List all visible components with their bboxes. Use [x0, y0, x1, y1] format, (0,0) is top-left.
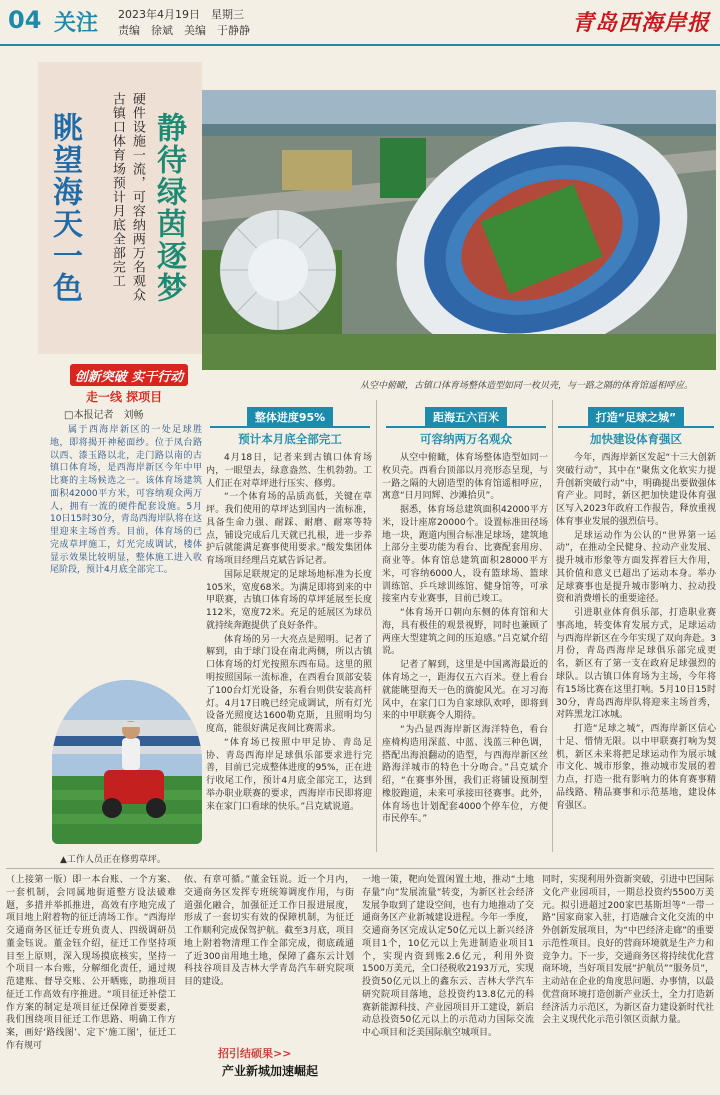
aerial-illustration	[202, 90, 716, 370]
col1-body	[206, 452, 372, 848]
staff-credits: 责编 徐斌 美编 于静静	[118, 24, 250, 37]
col1-paragraph: “一个体育场的品质高低，关键在草坪。我们使用的草坪达到国内一流标准，具备生命力强、耐踩、耐磨、耐寒等特点，铺设完成后几天就已扎根，进一步养护后就能满足赛事使用要求。”酸发集团体育场项目经理吕克斌告诉记者。	[206, 492, 372, 567]
col1-paragraph: 国际足联规定的足球场地标准为长度105米，宽度68米。为满足即将到来的中甲联赛，古镇口体育场的草坪延展至长度112米，宽度72米。充足的延展区为球员就持续奔跑提供了良好条件。	[206, 569, 372, 631]
related-link-label[interactable]: 招引结硕果>>	[218, 1047, 292, 1060]
column-divider	[552, 400, 553, 852]
col1-paragraph: 体育场的另一大亮点是照明。记者了解到，由于球门设在南北两侧，所以古镇口体育场的灯光按照东西布局。这里的照明按照国际一流标准，在西看台顶部安装了100台灯光设备，东看台则供安装高杆灯。4月17日晚已经完成调试，所有灯光设备光照度达1600勒克斯，且照明均匀度高，能很好满足夜间比赛需求。	[206, 634, 372, 735]
continued-col4: 同时，实现利用外资新突破，引进中巴国际文化产业园项目，一期总投资约5500万美元。拟引进超过200家巴基斯坦等“一带一路”国家商家入驻，打造融合文化交流的中外创新发展项目，为“中巴经济走廊”的重要示范性项目。良好的营商环境就是生产力和竞争力。下一步，交通商务区将持续优化营商环境，当好项目发展“护航员”“服务员”，主动站在企业的角度思问题、办事情，以最优营商环境打造创新产业沃土，全力打造新经济活力示范区，为新区奋力建设新时代社会主义现代化示范引领区贡献力量。	[542, 875, 714, 1026]
worker-mowing-illustration	[52, 680, 202, 844]
headline-line1: 静待绿茵逐梦	[151, 112, 186, 304]
campaign-banner: 创新突破 实干行动	[70, 364, 188, 386]
col3-heading	[558, 406, 714, 447]
stadium-aerial-photo	[202, 90, 716, 370]
continued-col3: 一地一策，靶向处置闲置土地，推动“土地存量”向“发展流量”转变，为新区社会经济发展争取到了建设空间，也有力地推动了交通商务区产业新城建设进程。今年一季度，交通商务区完成认定50亿元以上新兴经济项目1个，10亿元以上先进制造业项目1个，实现内资到账2.6亿元，利用外资1500万美元，全口径税收2193万元，实现投资50亿元以上的鑫东云、吉林大学汽车研究院项目落地，总投资约13.8亿元的科赛新能源科技、产业园项目开工建设，新启动总投资50亿元以上的示范动力国际交流中心项目和泛美国际航空城项目。	[362, 875, 534, 1039]
col2-paragraph: 从空中俯瞰，体育场整体造型如同一枚贝壳。西看台顶部以月亮形态呈现，与一路之隔的大剧造型的体育馆遥相呼应，寓意“日月同辉、沙滩拾贝”。	[382, 453, 548, 502]
col2-tag: 距海五六百米	[425, 407, 507, 427]
col3-tag: 打造“足球之城”	[588, 407, 684, 427]
col2-paragraph: 据悉，体育场总建筑面积42000平方米，设计座席20000个。设置标准田径场地一块，跑道内围合标准足球场，建筑地上部分主要功能为看台、比赛配套用房、商业等。体育馆总建筑面积28000平方米，可容纳6000人，设有篮球场、篮球训练馆、乒乓球训练馆、健身馆等，可承接室内专业赛事，目前已竣工。	[382, 505, 548, 605]
col2-heading	[386, 406, 546, 447]
col3-body	[556, 452, 716, 848]
subheadline-1: 硬件设施一流，可容纳两万名观众	[129, 92, 145, 302]
col3-subtitle: 加快建设体育强区	[590, 432, 682, 446]
col3-paragraph: 打造“足球之城”，西海岸新区信心十足、惜情无限。以中甲联赛打响为契机，新区未来将把足球运动作为展示城市文化、城市形象，推动城市发展的着力点，打造一批有影响力的体育赛事精品线路、精品赛事和示范基地，建设体育强区。	[556, 724, 716, 811]
col2-paragraph: “体育场开口朝向东侧的体育馆和大海，具有极佳的观景视野，同时也兼顾了两座大型建筑之间的压迫感。”吕克斌介绍说。	[382, 608, 548, 657]
continued-col2: 依、有章可循。”董金钰说。近一个月内，交通商务区发挥专班统筹调度作用，与街道强化融合，加强征迁工作日报进展度，形成了一套切实有效的保障机制，为征迁工作顺利完成保驾护航。截至3月底，项目地上附着物清理工作全部完成，彻底疏通了近300亩用地土地，保障了鑫东云计划科技谷项目及吉林大学青岛汽车研究院项目的建设。	[184, 875, 354, 988]
col3-paragraph: 引进职业体育俱乐部，打造职业赛事高地，转变体育发展方式，足球运动与西海岸新区在今年实现了双向奔赴。3月份，青岛西海岸足球俱乐部完成更名，新区有了第一支在政府足球强烈的球队。以古镇口体育场为主场，今年将有15场比赛在这里打响。5月10日15时30分，青岛西海岸队将迎来主场首秀，对阵黑龙江冰城。	[556, 608, 716, 721]
headline-line2: 眺望海天一色	[47, 112, 82, 304]
subheadline-2: 古镇口体育场预计月底全部完工	[109, 92, 125, 288]
page-number: 04	[8, 6, 42, 34]
worker-photo-caption: ▲工作人员正在修剪草坪。	[60, 855, 166, 865]
newspaper-logo: 青岛西海岸报	[571, 10, 710, 36]
col1-tag: 整体进度95%	[247, 407, 333, 427]
related-link-title[interactable]: 产业新城加速崛起	[222, 1064, 319, 1078]
worker-photo	[52, 680, 202, 844]
col2-body	[382, 452, 548, 848]
col2-paragraph: “为凸显西海岸新区海洋特色，看台座椅构造用深蓝、中蓝、浅蓝三种色调，搭配出海浪翻动的造型，与西海岸新区丝路海洋城市的特色十分吻合。”吕克斌介绍，“在赛事外围，我们正将铺设预制型橡胶跑道，未来可承接田径赛事。此外，体育场也计划配套4000个停车位，方便市民停车。”	[382, 725, 548, 825]
campaign-subtitle: 走一线 探项目	[86, 390, 163, 404]
main-photo-caption: 从空中俯瞰，古镇口体育场整体造型如同一枚贝壳，与一路之隔的体育馆遥相呼应。	[360, 381, 694, 391]
col1-paragraph: “体育场已按照中甲足协、青岛足协、青岛西海岸足球俱乐部要求进行完善，目前已完成整体进度的95%，正在进行收尾工作，预计4月底全部完工，达到举办职业联赛的要求，西海岸市民即将迎来在家门口看球的快乐。”吕克斌说道。	[206, 737, 372, 812]
col2-subtitle: 可容纳两万名观众	[420, 432, 512, 446]
col1-paragraph: 4月18日，记者来到古镇口体育场内，一眼望去，绿意盎然、生机勃勃。工人们正在对草坪进行压实、修剪。	[206, 453, 372, 489]
continued-col1: （上接第一版）即一本台账、一个方案、一套机制，会同属地街道整方设法破难题，多措并举抓推进，高效有序地完成了项目地上附着物的征迁清场工作。“西海岸交通商务区征迁专班负责人、四级调研员董金钰说。董金钰介绍，征迁工作坚持项目至上原则，深入现场摸底核实，坚持一个项目一本台账，分解细化责任，通过规范建账、督导交账、公开晒账，助推项目征迁工作高效有序推进。“项目征迁补偿工作方案的制定是项目征迁保障首要要素，我们围绕项目征迁工作思路、明确工作方案，画好‘路线图’、定下‘施工图’，征迁工作有规可	[6, 875, 176, 1051]
col3-paragraph: 足球运动作为公认的“世界第一运动”，在推动全民健身、拉动产业发展、提升城市形象等方面发挥着巨大作用，其价值和意义已超出了运动本身。举办足球赛事也是提升城市影响力、拉动投资和消费增长的重要途径。	[556, 530, 716, 605]
reporter-byline: □本报记者 刘畅	[64, 410, 144, 421]
column-divider	[376, 400, 377, 852]
col3-paragraph: 今年，西海岸新区发起“十三大创新突破行动”，其中在“聚焦文化软实力提升创新突破行动”中，明确提出要做强体育产业。同时，新区把加快建设体育强区写入2023年政府工作报告，释放重视体育事业发展的强烈信号。	[556, 453, 716, 527]
col1-subtitle: 预计本月底全部完工	[238, 432, 342, 446]
issue-date: 2023年4月19日 星期三	[118, 8, 244, 21]
bottom-section-divider	[6, 868, 714, 869]
col1-heading	[210, 406, 370, 447]
lead-paragraph: 属于西海岸新区的一处足球胜地，即将揭开神秘面纱。位于凤台路以西、漆玉路以北，走门路以南的古镇口体育场，是西海岸新区今年中甲比赛的主场候选之一。该体育场建筑面积42000平方米，可容纳观众两万人，拥有一流的硬件配套设施。5月10日15时30分，青岛西海岸队将在这里迎来主场首秀。目前，体育场的已完成草坪施工，灯光完成调试，楼体显示效果比较明显，整体施工进入收尾阶段，预计4月底全部完工。	[50, 425, 202, 576]
col2-paragraph: 记者了解到，这里是中国离海最近的体育场之一，距海仅五六百米。登上看台就能眺望海天一色的旖旎风光。在习习海风中，在家门口为自家球队欢呼，即将到来的中甲联赛令人期待。	[382, 660, 548, 722]
section-title: 关注	[54, 11, 99, 36]
